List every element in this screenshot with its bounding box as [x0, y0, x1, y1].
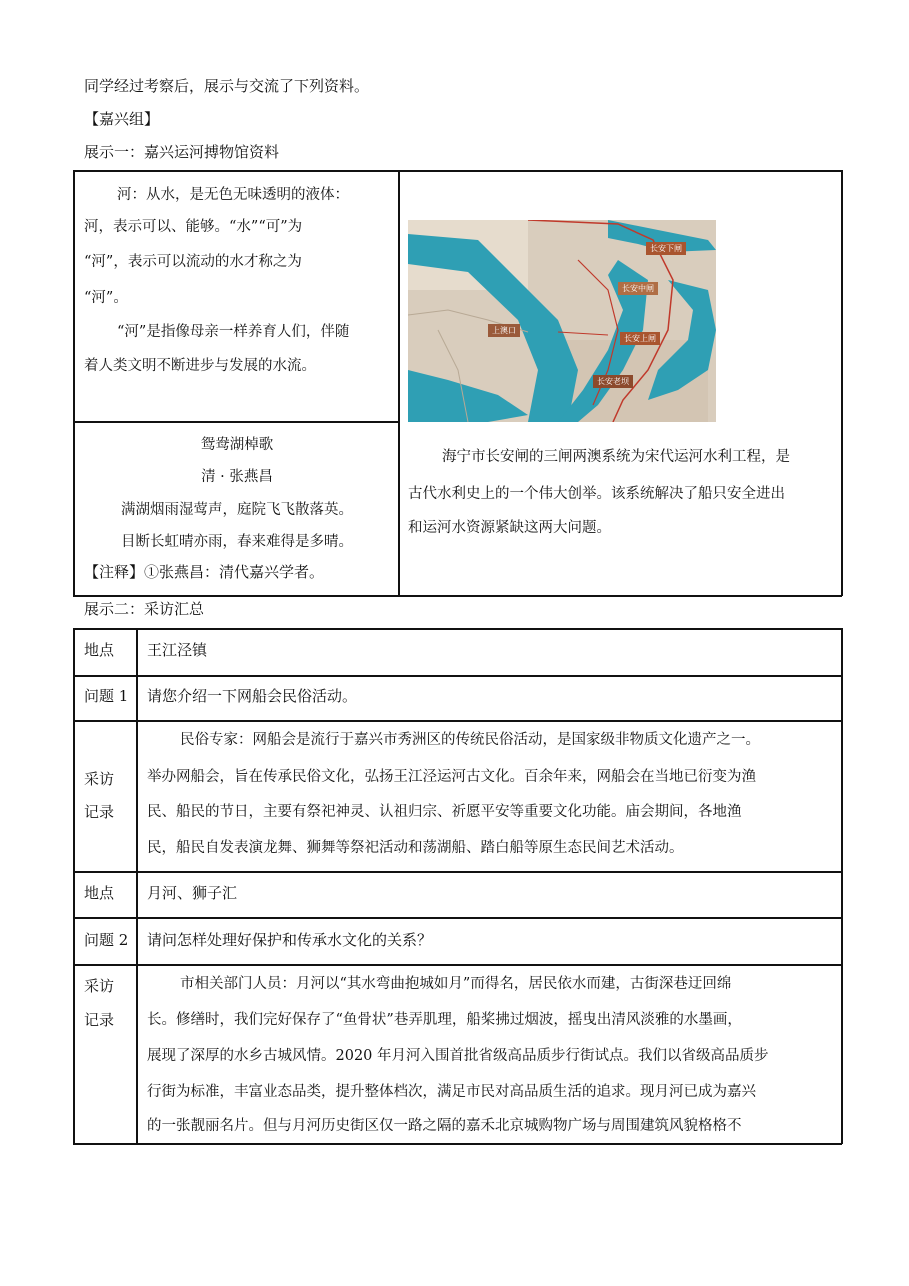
record-1-line: 举办网船会，旨在传承民俗文化，弘扬王江泾运河古文化。百余年来，网船会在当地已衍变为渔 — [147, 769, 756, 785]
row-label-record: 采访 — [84, 977, 115, 995]
show2-title: 展示二：采访汇总 — [84, 600, 205, 618]
location-1: 王江泾镇 — [147, 641, 208, 659]
record-2-line: 市相关部门人员：月河以“其水弯曲抱城如月”而得名，居民依水而建，古街深巷迂回绵 — [180, 976, 732, 992]
intro-text: 同学经过考察后，展示与交流了下列资料。 — [84, 77, 370, 95]
map-label-upper-reservoir: 上澳口 — [488, 324, 520, 337]
row-label-record: 记录 — [84, 1011, 115, 1029]
row-label-location: 地点 — [84, 641, 115, 659]
he-definition-line: “河”。 — [84, 290, 128, 306]
map-caption-line: 古代水利史上的一个伟大创举。该系统解决了船只安全进出 — [408, 486, 785, 502]
poem-note: 【注释】①张燕昌：清代嘉兴学者。 — [84, 563, 325, 581]
row-label-record: 采访 — [84, 770, 115, 788]
poem-line: 目断长虹晴亦雨，春来难得是多晴。 — [121, 534, 353, 550]
map-label-lower-gate: 长安下闸 — [646, 242, 686, 255]
record-1-line: 民、船民的节日，主要有祭祀神灵、认祖归宗、祈愿平安等重要文化功能。庙会期间，各地渔 — [147, 804, 742, 820]
map-label-old-dam: 长安老坝 — [593, 375, 633, 388]
record-2-line: 行街为标准，丰富业态品类，提升整体档次，满足市民对高品质生活的追求。现月河已成为嘉兴 — [147, 1084, 756, 1100]
map-label-upper-gate: 长安上闸 — [620, 332, 660, 345]
row-label-question-2: 问题 2 — [84, 931, 129, 949]
he-definition-line: 河：从水，是无色无味透明的液体： — [117, 187, 349, 203]
map-label-middle-gate: 长安中闸 — [618, 282, 658, 295]
poem-line: 满湖烟雨湿莺声，庭院飞飞散落英。 — [121, 502, 353, 518]
record-2-line: 长。修缮时，我们完好保存了“鱼骨状”巷弄肌理，船桨拂过烟波，摇曳出清风淡雅的水墨画， — [147, 1012, 742, 1028]
map-caption-line: 和运河水资源紧缺这两大问题。 — [408, 520, 611, 536]
poem-author: 清 · 张燕昌 — [201, 469, 273, 485]
row-label-record: 记录 — [84, 803, 115, 821]
poem-title: 鸳鸯湖棹歌 — [200, 437, 274, 453]
record-1-line: 民俗专家：网船会是流行于嘉兴市秀洲区的传统民俗活动，是国家级非物质文化遗产之一。 — [180, 732, 760, 748]
row-label-location: 地点 — [84, 884, 115, 902]
he-definition-line: “河”，表示可以流动的水才称之为 — [84, 254, 302, 270]
map-caption-line: 海宁市长安闸的三闸两澳系统为宋代运河水利工程，是 — [442, 449, 790, 465]
show1-title: 展示一：嘉兴运河搏物馆资料 — [84, 143, 280, 161]
he-definition-line: “河”是指像母亲一样养育人们，伴随 — [117, 324, 350, 340]
changan-sluice-map — [408, 220, 716, 422]
record-2-line: 的一张靓丽名片。但与月河历史街区仅一路之隔的嘉禾北京城购物广场与周围建筑风貌格格不 — [147, 1118, 742, 1134]
question-1: 请您介绍一下网船会民俗活动。 — [147, 687, 358, 705]
record-1-line: 民，船民自发表演龙舞、狮舞等祭祀活动和荡湖船、踏白船等原生态民间艺术活动。 — [147, 840, 684, 856]
location-2: 月河、狮子汇 — [147, 884, 238, 902]
he-definition-line: 河，表示可以、能够。“水”“可”为 — [84, 219, 303, 235]
question-2: 请问怎样处理好保护和传承水文化的关系？ — [147, 931, 433, 949]
row-label-question-1: 问题 1 — [84, 687, 129, 705]
he-definition-line: 着人类文明不断进步与发展的水流。 — [84, 358, 316, 374]
group-heading: 【嘉兴组】 — [84, 110, 160, 128]
record-2-line: 展现了深厚的水乡古城风情。2020 年月河入围首批省级高品质步行街试点。我们以省级高品质步 — [147, 1048, 769, 1064]
